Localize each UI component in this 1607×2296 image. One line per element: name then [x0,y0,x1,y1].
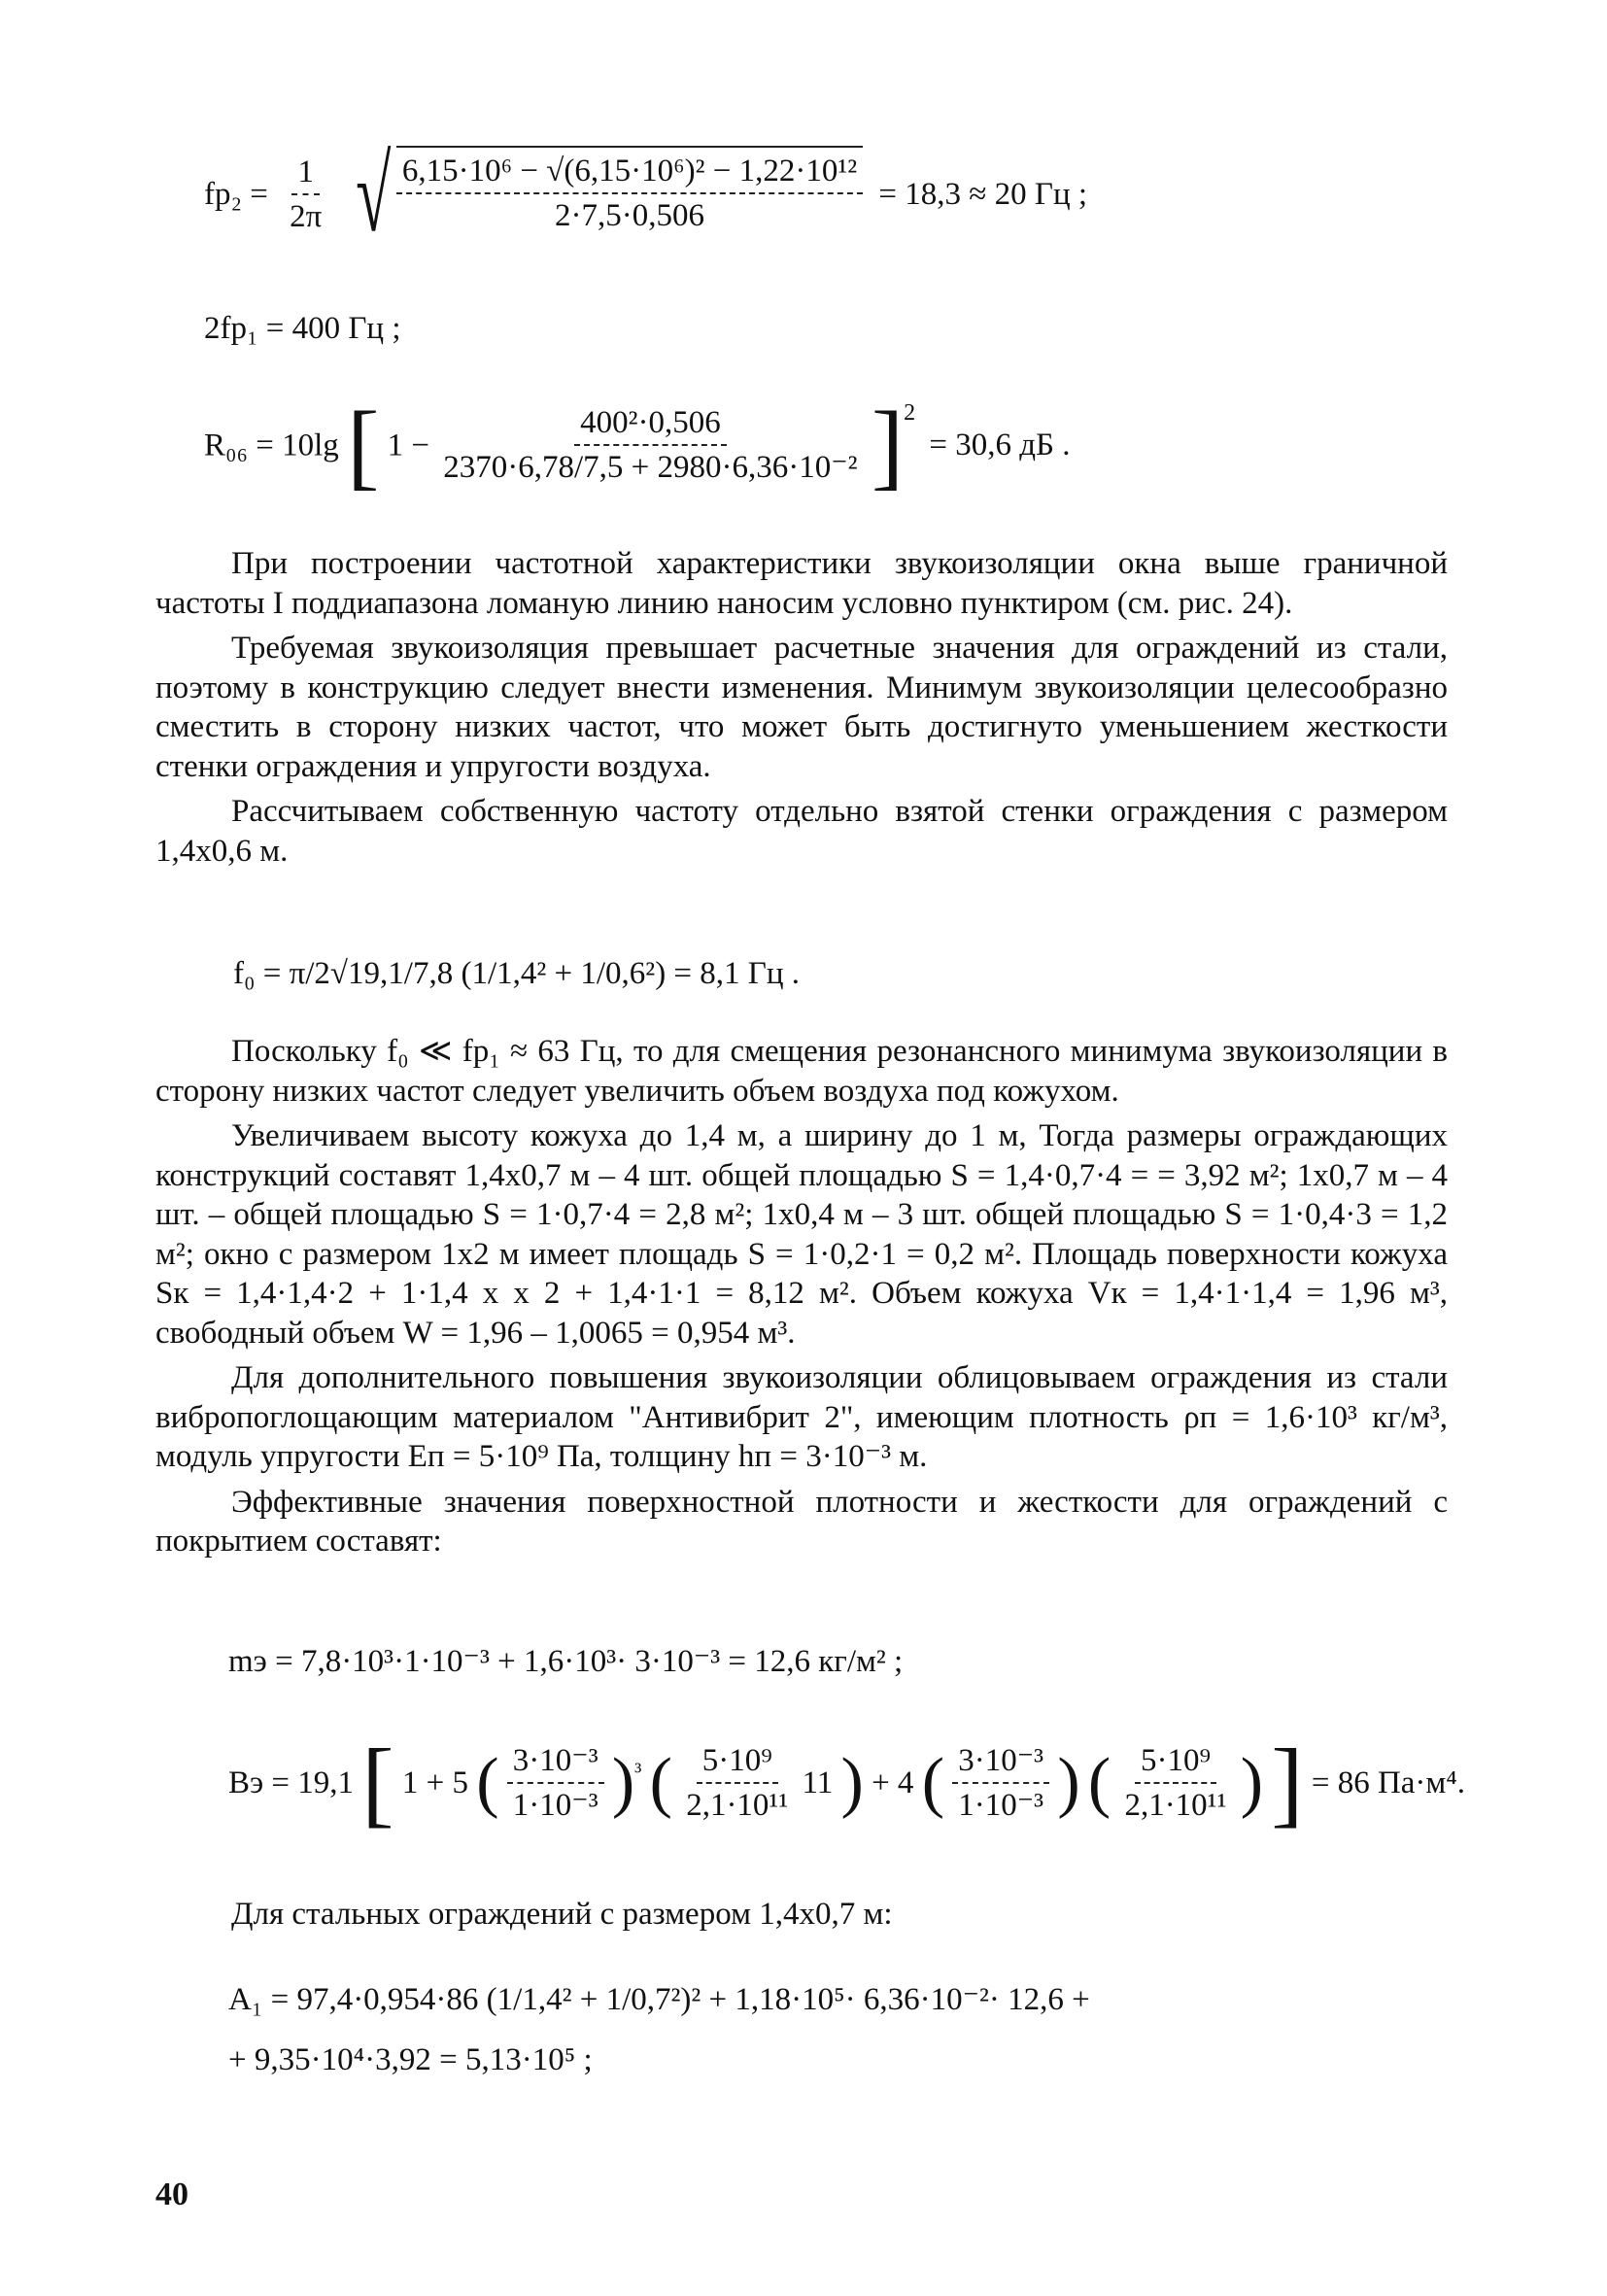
formula-be-rhs: = 86 Па·м⁴. [1311,1765,1466,1800]
formula-fp2-coef-den: 2π [290,199,323,234]
formula-fp2-sqrt [344,135,864,254]
paren-right: ) [840,1745,864,1820]
formula-be-lhs: Вэ = 19,1 [228,1765,355,1800]
bracket-right: ] [1271,1729,1304,1836]
paren-right: ) [1240,1745,1264,1820]
paren-right: ) [611,1745,635,1820]
formula-be [228,1729,1466,1836]
formula-be-plus4: + 4 [872,1765,914,1800]
paragraph: При построении частотной характеристики звукоизоляции окна выше граничной частоты I поддиапазона ломаную линию наносим условно пунктиром (см. рис. 24). [155,546,1448,621]
paragraph: Для дополнительного повышения звукоизоляции облицовываем ограждения из стали вибропоглощающим материалом "Антивибрит 2", имеющим плотность ρп = 1,6·10³ кг/м³, модуль упругости Еп = 5·10⁹ Па, толщину hп = 3·10⁻³ м. [155,1360,1448,1474]
formula-fp2-coef [284,153,327,236]
formula-fp2-rhs: = 18,3 ≈ 20 Гц ; [878,177,1088,212]
formula-be-t11: 11 [802,1765,834,1800]
bracket-left: [ [347,391,380,499]
formula-be-f2 [680,1741,794,1825]
formula-a1-line2: + 9,35·10⁴·3,92 = 5,13·10⁵ ; [228,2042,593,2077]
formula-be-f4 [1118,1741,1232,1825]
paren-left: ( [649,1745,672,1820]
formula-fp2-den: 2·7,5·0,506 [555,198,705,233]
sqrt-symbol: √ [355,135,391,254]
formula-be-f1 [507,1741,604,1825]
paragraph: Требуемая звукоизоляция превышает расчетные значения для ограждений из стали, поэтому в конструкцию следует внести изменения. Минимум звукоизоляции целесообразно сместить в сторону низких частот, что может быть достигнуто уменьшением жесткости стенки ограждения и упругости воздуха. [155,631,1448,784]
paren-left: ( [1087,1745,1111,1820]
formula-fp2-lhs: fp₂ = [204,177,268,212]
formula-be-f3 [952,1741,1049,1825]
text-block-1 [155,544,1448,871]
formula-be-f2-den: 2,1·10¹¹ [686,1788,789,1823]
bracket-right: ] [871,391,905,499]
formula-be-f3-den: 1·10⁻³ [958,1788,1044,1823]
formula-fp2 [204,135,1088,254]
formula-fp2-coef-num: 1 [291,153,320,195]
paragraph: Поскольку f₀ ≪ fр₁ ≈ 63 Гц, то для смещения резонансного минимума звукоизоляции в сторону низких частот следует увеличить объем воздуха под кожухом. [155,1034,1448,1109]
formula-be-f3-num: 3·10⁻³ [952,1741,1049,1784]
formula-r06-den: 2370·6,78/7,5 + 2980·6,36·10⁻² [443,450,858,486]
formula-be-t1: 1 + 5 [401,1765,468,1800]
paragraph: Эффективные значения поверхностной плотности и жесткости для ограждений с покрытием составят: [155,1484,1448,1559]
text-block-2 [155,1032,1448,1561]
formula-be-f4-num: 5·10⁹ [1135,1741,1216,1784]
formula-r06-num: 400²·0,506 [574,403,727,446]
formula-f0: f₀ = π/2√19,1/7,8 (1/1,4² + 1/0,6²) = 8,1 Гц . [233,956,801,991]
formula-r06 [204,391,1071,499]
formula-be-f4-den: 2,1·10¹¹ [1124,1788,1227,1823]
formula-a1-line1: A₁ = 97,4·0,954·86 (1/1,4² + 1/0,7²)² + 1,18·10⁵· 6,36·10⁻²· 12,6 + [228,1982,1090,2017]
formula-r06-lhs: R₀₆ = 10lg [204,428,339,463]
formula-fp2-frac [396,152,863,235]
formula-r06-one: 1 − [387,428,429,463]
formula-be-f2-num: 5·10⁹ [697,1741,778,1784]
formula-be-f1-num: 3·10⁻³ [507,1741,604,1784]
paren-left: ( [921,1745,944,1820]
paren-left: ( [476,1745,499,1820]
bracket-left: [ [361,1729,394,1836]
formula-be-p3: ³ [634,1759,642,1785]
paragraph: Увеличиваем высоту кожуха до 1,4 м, а ширину до 1 м, Тогда размеры ограждающих конструкций составят 1,4х0,7 м – 4 шт. общей площадью S = 1,4·0,7·4 = = 3,92 м²; 1х0,7 м – 4 шт. – общей площадью S = 1·0,7·4 = 2,8 м²; 1х0,4 м – 3 шт. общей площадью S = 1·0,4·3 = 1,2 м²; окно с размером 1х2 м имеет площадь S = 1·0,2·1 = 0,2 м². Площадь поверхности кожуха Sк = 1,4·1,4·2 + 1·1,4 х х 2 + 1,4·1·1 = 8,12 м². Объем кожуха Vк = 1,4·1·1,4 = 1,96 м³, свободный объем W = 1,96 – 1,0065 = 0,954 м³. [155,1118,1448,1351]
formula-fp2-num: 6,15·10⁶ − √(6,15·10⁶)² − 1,22·10¹² [396,152,863,194]
formula-fp1: 2fp₁ = 400 Гц ; [204,311,401,346]
paragraph: Рассчитываем собственную частоту отдельно взятой стенки ограждения с размером 1,4х0,6 м. [155,794,1448,869]
page-number: 40 [155,2176,188,2212]
formula-r06-frac [437,403,863,487]
formula-be-f1-den: 1·10⁻³ [512,1788,598,1823]
paren-right: ) [1057,1745,1080,1820]
formula-me: mэ = 7,8·10³·1·10⁻³ + 1,6·10³· 3·10⁻³ = 12,6 кг/м² ; [228,1644,904,1679]
formula-r06-rhs: = 30,6 дБ . [929,428,1071,463]
paragraph: Для стальных ограждений с размером 1,4х0,7 м: [231,1897,893,1932]
formula-r06-exp: 2 [904,400,916,426]
